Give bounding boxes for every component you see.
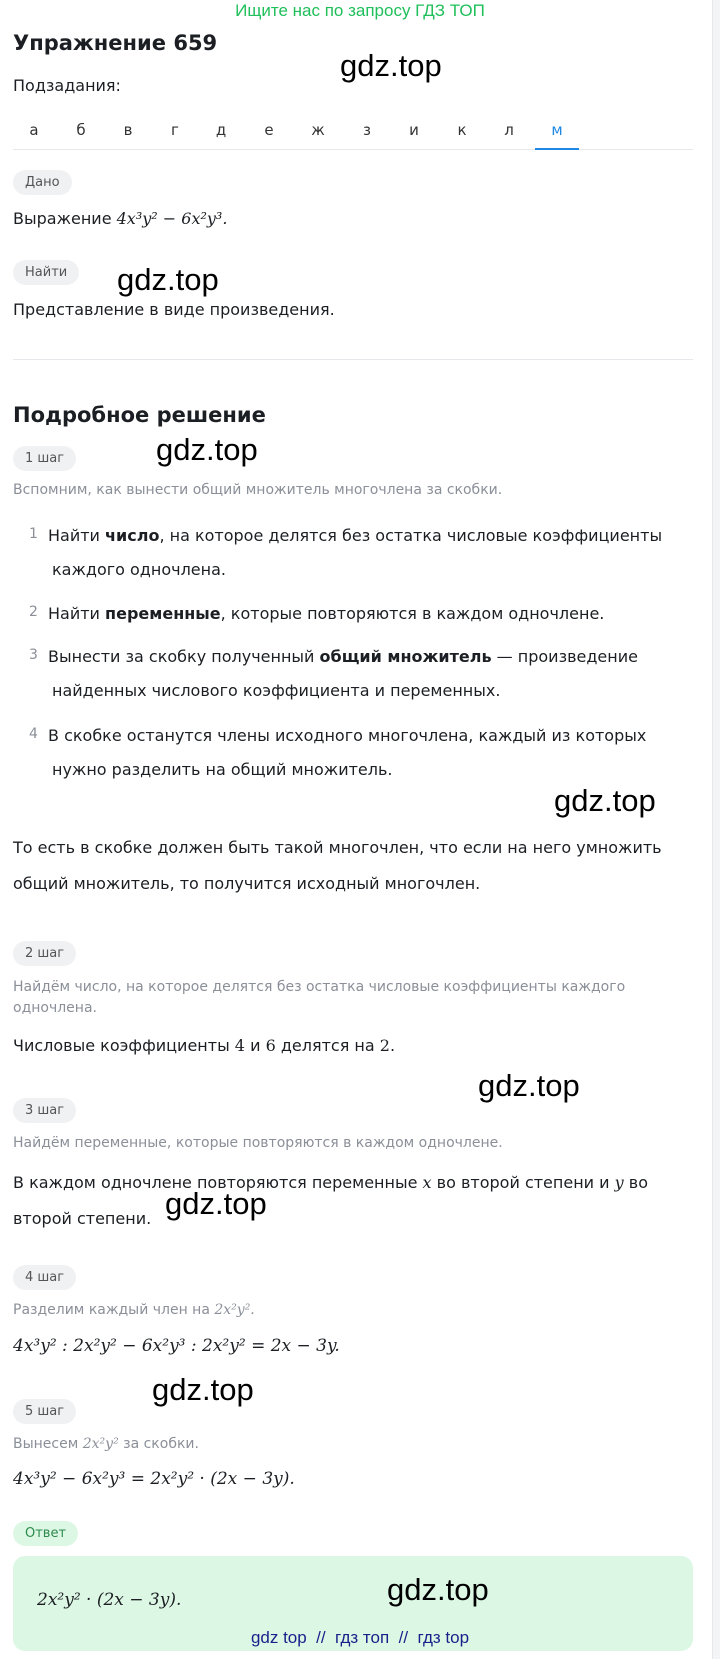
list-item-text: Найти bbox=[48, 526, 106, 545]
step5-intro-expression: 2x²y² bbox=[82, 1436, 119, 1452]
top-banner[interactable]: Ищите нас по запросу ГДЗ ТОП bbox=[235, 1, 485, 20]
answer-pill: Ответ bbox=[13, 1521, 78, 1546]
given-text: Выражение bbox=[13, 209, 112, 228]
answer-expression: 2x²y² · (2x − 3y). bbox=[37, 1590, 182, 1610]
step3-text: во bbox=[623, 1173, 648, 1192]
solution-title: Подробное решение bbox=[13, 403, 266, 427]
watermark: gdz.top bbox=[156, 432, 258, 467]
step2-text: . bbox=[389, 1036, 396, 1055]
step1-outro-line2: общий множитель, то получится исходный многочлен. bbox=[13, 874, 481, 893]
step3-variable: y bbox=[614, 1173, 624, 1192]
step1-pill: 1 шаг bbox=[13, 446, 76, 471]
step5-intro-line bbox=[13, 1434, 199, 1455]
step2-text: и bbox=[244, 1036, 266, 1055]
list-item-number: 4 bbox=[29, 726, 38, 742]
step5-intro: за скобки. bbox=[123, 1436, 199, 1452]
find-text: Представление в виде произведения. bbox=[13, 300, 335, 319]
list-item-bold: переменные bbox=[105, 604, 221, 623]
tab-z[interactable]: з bbox=[363, 121, 371, 139]
tab-e[interactable]: е bbox=[264, 121, 274, 139]
tab-k[interactable]: к bbox=[457, 121, 467, 139]
given-expression: 4x³y² − 6x²y³. bbox=[116, 209, 228, 228]
watermark: gdz.top bbox=[117, 262, 219, 297]
tab-l[interactable]: л bbox=[504, 121, 514, 139]
tab-m[interactable]: м bbox=[535, 112, 579, 150]
step2-number: 2 bbox=[379, 1036, 390, 1055]
list-item-bold: число bbox=[105, 526, 160, 545]
tab-v[interactable]: в bbox=[123, 121, 133, 139]
divider bbox=[13, 359, 693, 360]
step1-outro-line1: То есть в скобке должен быть такой многочлен, что если на него умножить bbox=[13, 838, 662, 857]
list-item-number: 2 bbox=[29, 604, 38, 620]
list-item-text: , которые повторяются в каждом одночлене. bbox=[220, 604, 605, 623]
step4-intro-expression: 2x²y². bbox=[214, 1302, 255, 1318]
subtasks-label: Подзадания: bbox=[13, 76, 121, 95]
step2-line bbox=[13, 1034, 395, 1058]
step4-expression: 4x³y² : 2x²y² − 6x²y³ : 2x²y² = 2x − 3y. bbox=[13, 1336, 340, 1356]
vertical-scrollbar[interactable] bbox=[712, 0, 720, 1659]
step3-text: В каждом одночлене повторяются переменные bbox=[13, 1173, 423, 1192]
tab-g[interactable]: г bbox=[171, 121, 179, 139]
step2-number: 6 bbox=[265, 1036, 276, 1055]
step2-pill: 2 шаг bbox=[13, 941, 76, 966]
step4-pill: 4 шаг bbox=[13, 1265, 76, 1290]
footer-links[interactable]: gdz top // гдз топ // гдз top bbox=[250, 1628, 470, 1647]
step3-text: во второй степени и bbox=[431, 1173, 615, 1192]
list-item-text: каждого одночлена. bbox=[52, 560, 226, 579]
step2-intro-line1: Найдём число, на которое делятся без остатка числовые коэффициенты каждого bbox=[13, 979, 626, 995]
subtask-tabs bbox=[13, 112, 693, 150]
step3-line1 bbox=[13, 1165, 703, 1200]
list-item-number: 3 bbox=[29, 647, 38, 663]
watermark: gdz.top bbox=[165, 1186, 267, 1221]
list-item-text: В скобке останутся члены исходного многочлена, каждый из которых bbox=[48, 726, 647, 745]
step2-text: Числовые коэффициенты bbox=[13, 1036, 235, 1055]
step1-intro: Вспомним, как вынести общий множитель многочлена за скобки. bbox=[13, 482, 503, 498]
step3-intro: Найдём переменные, которые повторяются в каждом одночлене. bbox=[13, 1135, 503, 1151]
list-item-text: , на которое делятся без остатка числовые коэффициенты bbox=[159, 526, 663, 545]
list-item-text: Найти bbox=[48, 604, 106, 623]
step5-expression: 4x³y² − 6x²y³ = 2x²y² · (2x − 3y). bbox=[13, 1469, 295, 1489]
tab-a[interactable]: а bbox=[29, 121, 39, 139]
tab-zh[interactable]: ж bbox=[311, 121, 325, 139]
step2-intro-line2: одночлена. bbox=[13, 1000, 97, 1016]
step4-intro: Разделим каждый член на bbox=[13, 1302, 210, 1318]
tab-i[interactable]: и bbox=[409, 121, 419, 139]
step5-intro: Вынесем bbox=[13, 1436, 79, 1452]
list-item-text: — произведение bbox=[491, 647, 638, 666]
list-item-number: 1 bbox=[29, 526, 38, 542]
watermark: gdz.top bbox=[152, 1372, 254, 1407]
step2-text: делятся на bbox=[275, 1036, 380, 1055]
tab-b[interactable]: б bbox=[76, 121, 86, 139]
tab-d[interactable]: д bbox=[215, 121, 227, 139]
watermark: gdz.top bbox=[554, 783, 656, 818]
list-item-text: найденных числового коэффициента и переменных. bbox=[52, 681, 501, 700]
find-pill: Найти bbox=[13, 260, 79, 285]
step3-variable: x bbox=[422, 1173, 432, 1192]
step2-number: 4 bbox=[234, 1036, 245, 1055]
step3-pill: 3 шаг bbox=[13, 1098, 76, 1123]
given-pill: Дано bbox=[13, 170, 72, 195]
list-item-text: нужно разделить на общий множитель. bbox=[52, 760, 393, 779]
list-item-bold: общий множитель bbox=[319, 647, 492, 666]
step4-intro-line bbox=[13, 1300, 255, 1321]
step3-line2: второй степени. bbox=[13, 1209, 152, 1228]
page-title: Упражнение 659 bbox=[13, 31, 218, 55]
watermark: gdz.top bbox=[387, 1572, 489, 1607]
given-line bbox=[13, 207, 227, 231]
list-item-text: Вынести за скобку полученный bbox=[48, 647, 320, 666]
watermark: gdz.top bbox=[340, 48, 442, 83]
watermark: gdz.top bbox=[478, 1068, 580, 1103]
step5-pill: 5 шаг bbox=[13, 1399, 76, 1424]
